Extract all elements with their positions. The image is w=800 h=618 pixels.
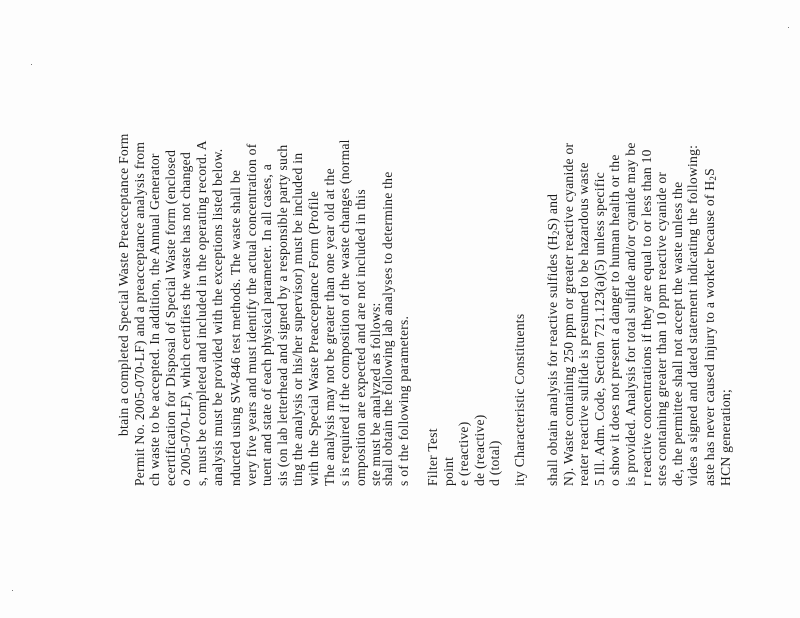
- text-line: shall obtain the following lab analyses to determine the: [380, 171, 395, 486]
- list-item: Filter Test: [425, 428, 440, 486]
- text-line: ste must be analyzed as follows:: [368, 302, 384, 486]
- text-line: s is required if the composition of the waste changes (normal: [337, 139, 353, 486]
- text-line: 5 Ill. Adm. Code, Section 721.123(a)(5) unless specific: [591, 172, 607, 486]
- text-line: stes containing greater than 10 ppm reactive cyanide or: [654, 171, 670, 486]
- text-line: nducted using SW-846 test methods. The waste shall be: [228, 169, 243, 486]
- text-line: HCN generation;: [717, 389, 733, 486]
- scan-speckle: [12, 590, 13, 591]
- text-line: N). Waste containing 250 ppm or greater reactive cyanide or: [560, 142, 576, 486]
- text-line: s, must be completed and included in the operating record. A: [193, 140, 209, 486]
- text-line: btain a completed Special Waste Preacceptance Form: [116, 133, 131, 436]
- text-line: tuent and state of each physical parameter. In all cases, a: [259, 164, 275, 486]
- text-line: The analysis may not be greater than one year old at the: [321, 168, 337, 486]
- text-line: sis (on lab letterhead and signed by a responsible party such: [274, 144, 290, 486]
- text-line: ch waste to be accepted. In addition, the Annual Generator: [147, 153, 163, 486]
- list-item: d (total): [487, 440, 503, 486]
- text-segment: shall obtain analysis for reactive sulfides (H: [545, 235, 560, 486]
- text-line: analysis must be provided with the exceptions listed below.: [209, 148, 225, 486]
- paragraph-lab-analyses: [380, 172, 411, 487]
- text-line: Permit No. 2005-070-LF) and a preacceptance analysis from: [131, 141, 147, 486]
- text-line: o 2005-070-LF), which certifies the waste has not changed: [178, 152, 194, 486]
- text-line: o show it does not present a danger to human health or the: [607, 154, 623, 486]
- text-line: [702, 168, 718, 486]
- subscript: 2: [708, 175, 718, 181]
- paragraph-reactivity: [545, 142, 701, 486]
- text-line: is provided. Analysis for total sulfide and/or cyanide may be: [622, 142, 638, 486]
- text-line: ecertification for Disposal of Special Waste form (enclosed: [162, 149, 178, 486]
- text-line: reater reactive sulfide is presumed to be hazardous waste: [576, 162, 592, 486]
- paragraph-sw846: [228, 139, 384, 486]
- text-segment: S: [702, 168, 717, 176]
- text-line: with the Special Waste Preacceptance Form (Profile: [305, 190, 321, 486]
- text-line: ting the analysis or his/her supervisor) must be included in: [290, 152, 306, 486]
- list-item: e (reactive): [456, 421, 472, 486]
- list-item: de (reactive): [471, 414, 487, 486]
- text-line: [545, 142, 561, 486]
- section-heading: [512, 314, 528, 486]
- text-line: omposition are expected and are not included in this: [352, 189, 368, 486]
- paragraph-final: [702, 168, 733, 486]
- text-line: vides a signed and dated statement indicating the following:: [685, 144, 701, 486]
- list-item: point: [440, 456, 456, 486]
- scan-speckle: [31, 64, 32, 65]
- text-line: r reactive concentrations if they are equal to or less than 10: [638, 149, 654, 486]
- text-line: s of the following parameters.: [395, 315, 411, 486]
- text-segment: S) and: [545, 193, 560, 231]
- paragraph-intro: [116, 133, 225, 486]
- text-line: very five years and must identify the actual concentration of: [243, 143, 259, 486]
- parameter-list: [425, 414, 503, 486]
- scan-speckle: [788, 27, 789, 28]
- subscript: 2: [551, 230, 561, 236]
- text-line: de, the permittee shall not accept the waste unless the: [669, 181, 685, 486]
- text-segment: aste has never caused injury to a worker because of H: [702, 180, 717, 486]
- heading-reactivity: ity Characteristic Constituents: [512, 313, 527, 486]
